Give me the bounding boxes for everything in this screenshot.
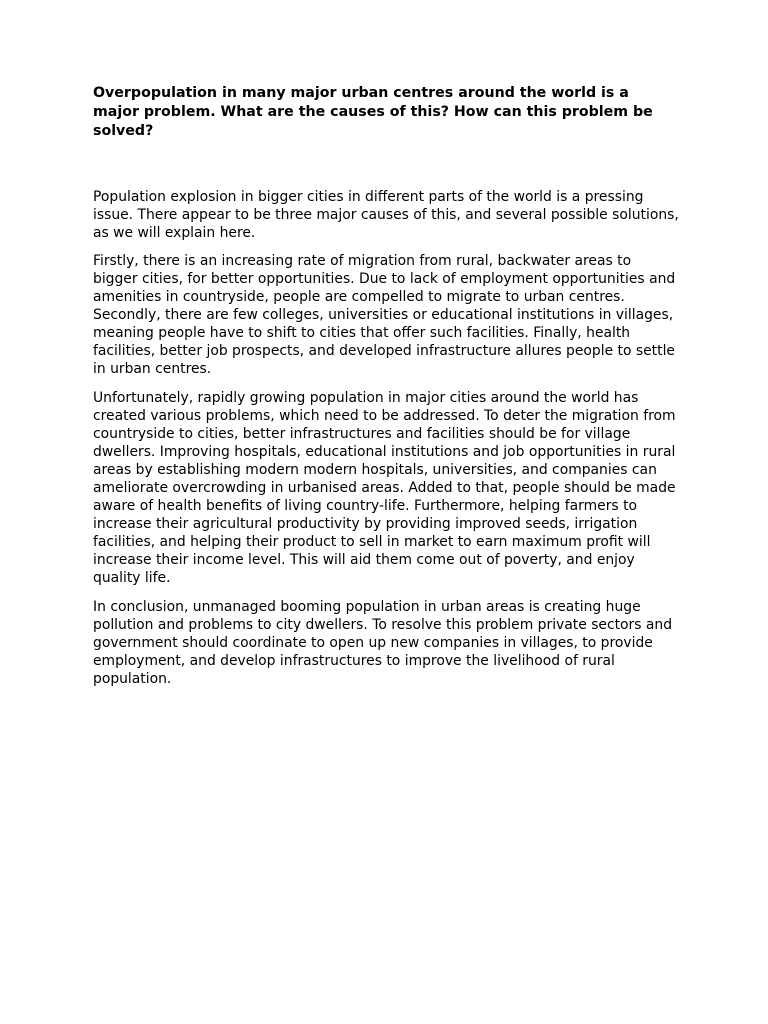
paragraph-causes: Firstly, there is an increasing rate of migration from rural, backwater areas to bigger cities, for better opportunities. Due to lack of employment opportunities and amenities in countryside, people are compelled to migrate to urban centres. Secondly, there are few colleges, universities or educational institutions in villages, meaning people have to shift to cities that offer such facilities. Finally, health facilities, better job prospects, and developed infrastructure allures people to settle in urban centres. bbox=[93, 252, 676, 378]
paragraph-conclusion: In conclusion, unmanaged booming population in urban areas is creating huge pollution and problems to city dwellers. To resolve this problem private sectors and government should coordinate to open up new companies in villages, to provide employment, and develop infrastructures to improve the livelihood of rural population. bbox=[93, 598, 673, 687]
essay-question: Overpopulation in many major urban centres around the world is a major problem. What are the causes of this? How can this problem be solved? bbox=[93, 85, 653, 140]
document-body bbox=[93, 84, 679, 698]
paragraph-introduction: Population explosion in bigger cities in different parts of the world is a pressing issue. There appear to be three major causes of this, and several possible solutions, as we will explain here. bbox=[93, 188, 679, 241]
paragraph-solutions: Unfortunately, rapidly growing population in major cities around the world has created various problems, which need to be addressed. To deter the migration from countryside to cities, better infrastructures and facilities should be for village dwellers. Improving hospitals, educational institutions and job opportunities in rural areas by establishing modern modern hospitals, universities, and companies can ameliorate overcrowding in urbanised areas. Added to that, people should be made aware of health benefits of living country-life. Furthermore, helping farmers to increase their agricultural productivity by providing improved seeds, irrigation facilities, and helping their product to sell in market to earn maximum profit will increase their income level. This will aid them come out of poverty, and enjoy quality life. bbox=[93, 389, 676, 587]
